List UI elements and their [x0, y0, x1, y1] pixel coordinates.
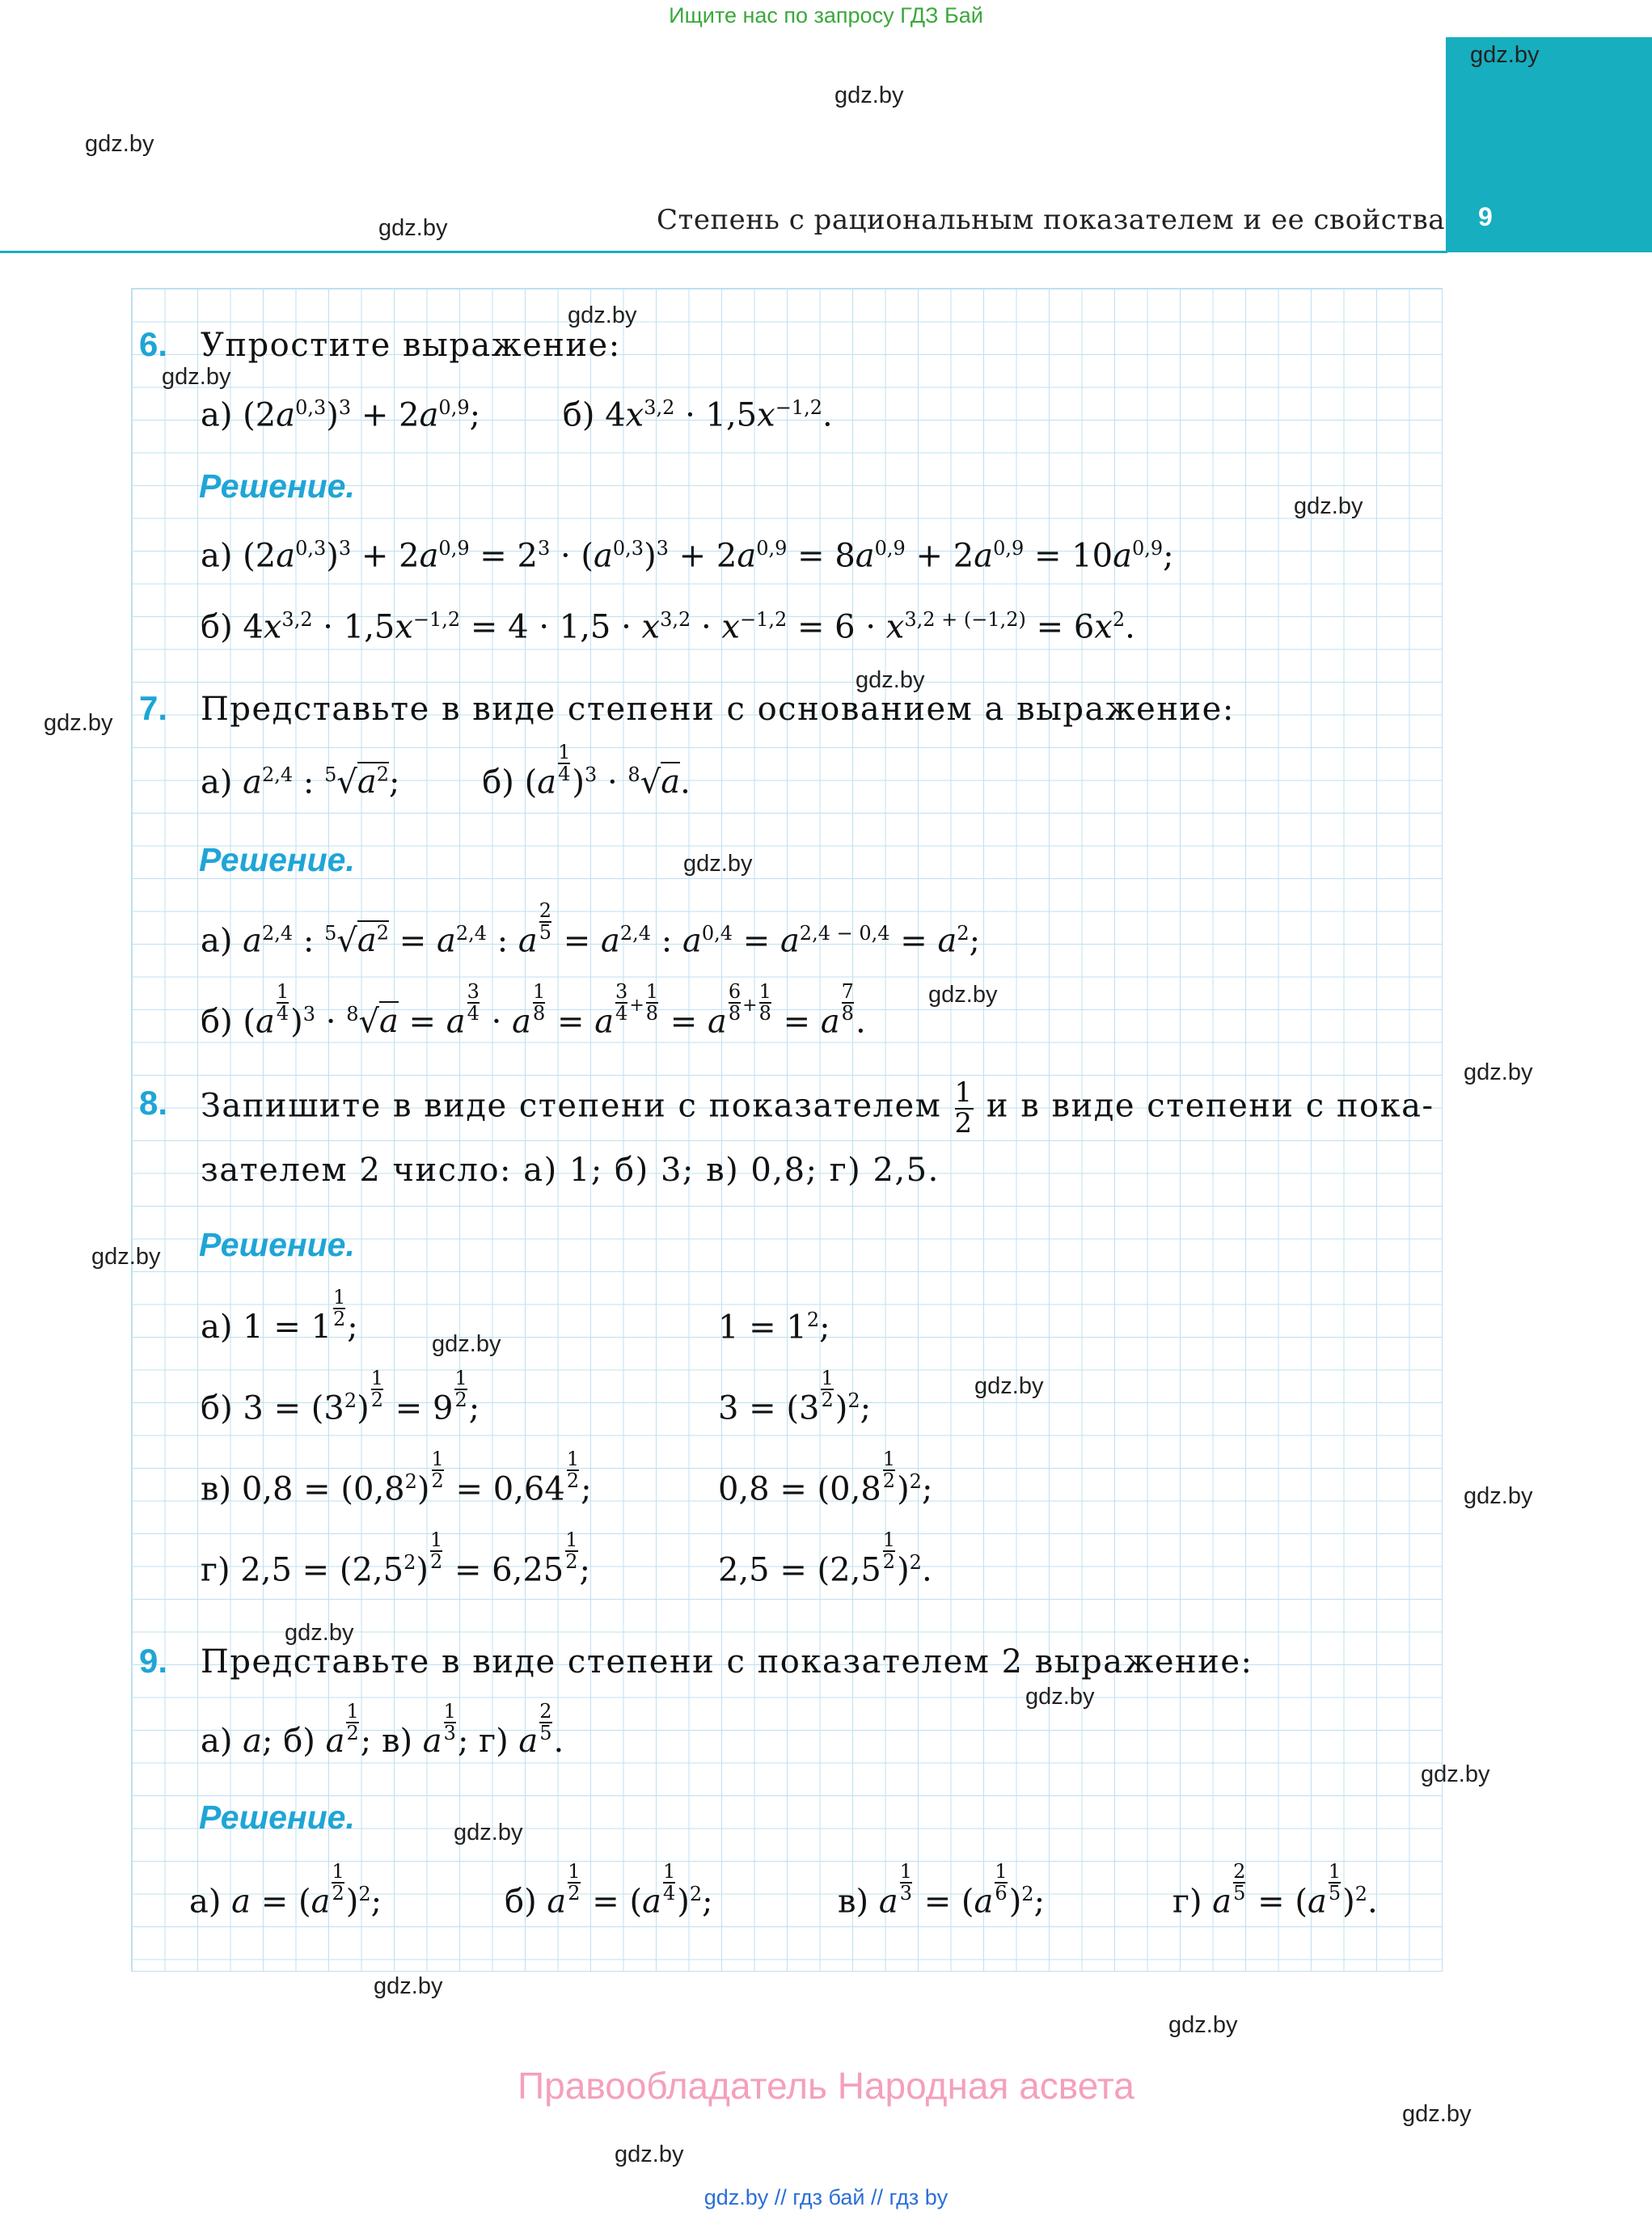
solution-line: б) a $\frac{1}{2}$ = (a $\frac{1}{4}$ )$^2$;	[505, 1860, 713, 1921]
task-condition: а) $(2a^{0,3})^3 + 2a^{0,9}$; б) $4x^{3,2} \cdot 1,5x^{-1,2}$.	[201, 396, 833, 434]
page-number-tab	[1446, 37, 1652, 252]
solution-label: Решение.	[199, 1799, 355, 1836]
solution-line: б) (a $\frac{1}{4}$ )$^3$ · $^8$√a = a $\frac{3}{4}$ · a $\frac{1}{8}$ = a $\frac{3}{4}$ + $\frac{1}{8}$ = a $\frac{6}{8}$ + $\frac{1}{8}$ = a $\frac{7}{8}$ .	[201, 980, 866, 1041]
footer-links[interactable]: gdz.by // гдз бай // гдз by	[703, 2185, 949, 2209]
task-statement-continued: зателем 2 число: а) 1; б) 3; в) 0,8; г) 2,5.	[201, 1152, 940, 1189]
watermark: gdz.by	[162, 364, 231, 390]
task-number: 7.	[139, 689, 168, 727]
solution-label: Решение.	[199, 1226, 355, 1263]
watermark: gdz.by	[378, 215, 448, 241]
task-statement: Запишите в виде степени с показателем $\frac{1}{2}$ и в виде степени с пока-	[201, 1076, 1434, 1139]
watermark: gdz.by	[1464, 1059, 1533, 1085]
solution-line: 2,5 = (2,5 $\frac{1}{2}$ )$^2$.	[718, 1528, 932, 1589]
task-condition: а) $a^{2,4}$ : $^5√a^2$; б) (a $\frac{1}{4}$ )$^3$ · $^8$√a.	[201, 741, 691, 801]
solution-line: б) $3 = (3^2)$ $\frac{1}{2}$ = 9 $\frac{1}{2}$ ;	[201, 1367, 480, 1427]
copyright-notice: Правообладатель Народная асвета	[518, 2065, 1134, 2107]
header-divider	[0, 251, 1447, 253]
watermark: gdz.by	[568, 302, 637, 328]
task-statement: Представьте в виде степени с показателем 2 выражение:	[201, 1643, 1253, 1681]
task-statement: Представьте в виде степени с основанием a выражение:	[201, 691, 1235, 728]
solution-line: а) 1 = 1 $\frac{1}{2}$ ;	[201, 1286, 358, 1347]
task-number: 9.	[139, 1642, 168, 1680]
chapter-title: Степень с рациональным показателем и ее свойства	[657, 204, 1446, 236]
watermark: gdz.by	[1025, 1684, 1095, 1710]
watermark: gdz.by	[44, 710, 113, 736]
watermark: gdz.by	[1470, 42, 1540, 68]
solution-line: г) $2,5 = (2,5^2)$ $\frac{1}{2}$ = 6,25 $\frac{1}{2}$ ;	[201, 1528, 591, 1589]
solution-line: в) $0,8 = (0,8^2)$ $\frac{1}{2}$ = 0,64 $\frac{1}{2}$ ;	[201, 1448, 592, 1508]
solution-line: г) a $\frac{2}{5}$ = (a $\frac{1}{5}$ )$^2$.	[1172, 1860, 1378, 1921]
task-statement: Упростите выражение:	[201, 327, 621, 364]
solution-line: в) a $\frac{1}{3}$ = (a $\frac{1}{6}$ )$^2$;	[838, 1860, 1046, 1921]
solution-line: 3 = (3 $\frac{1}{2}$ )$^2$;	[718, 1367, 872, 1427]
watermark: gdz.by	[834, 82, 904, 108]
solution-line: б) $4x^{3,2} \cdot 1,5x^{-1,2} = 4 \cdot 1,5 \cdot x^{3,2} \cdot x^{-1,2} = 6 \cdot x^{3,2 + (-1,2)} = 6x^2$.	[201, 608, 1135, 646]
watermark: gdz.by	[1464, 1483, 1533, 1509]
watermark: gdz.by	[374, 1973, 443, 1999]
watermark: gdz.by	[856, 667, 925, 693]
solution-line: $1 = 1^2$;	[718, 1309, 830, 1347]
watermark: gdz.by	[432, 1331, 501, 1357]
watermark: gdz.by	[91, 1244, 161, 1270]
watermark: gdz.by	[1402, 2101, 1472, 2127]
watermark: gdz.by	[1168, 2012, 1238, 2038]
solution-line: 0,8 = (0,8 $\frac{1}{2}$ )$^2$;	[718, 1448, 933, 1508]
watermark: gdz.by	[974, 1373, 1044, 1399]
solution-line: а) a = (a $\frac{1}{2}$ )$^2$;	[189, 1860, 382, 1921]
watermark: gdz.by	[1294, 493, 1363, 519]
task-condition: а) a; б) a $\frac{1}{2}$ ; в) a $\frac{1}{3}$ ; г) a $\frac{2}{5}$ .	[201, 1700, 564, 1761]
watermark: gdz.by	[1421, 1761, 1490, 1787]
task-number: 6.	[139, 325, 168, 363]
watermark: gdz.by	[928, 982, 998, 1008]
watermark: gdz.by	[454, 1820, 523, 1846]
watermark: gdz.by	[615, 2142, 684, 2167]
top-banner-link[interactable]: Ищите нас по запросу ГДЗ Бай	[669, 3, 983, 27]
solution-line: а) $(2a^{0,3})^3 + 2a^{0,9} = 2^3 \cdot (a^{0,3})^3 + 2a^{0,9} = 8a^{0,9} + 2a^{0,9} = 10a^{0,9}$;	[201, 537, 1174, 575]
watermark: gdz.by	[285, 1620, 354, 1646]
solution-line: а) $a^{2,4}$ : $^5√a^2 = a^{2,4}$ : a $\frac{2}{5}$ = $a^{2,4}$ : $a^{0,4} = a^{2,4 - 0,4} = a^2$;	[201, 899, 981, 960]
page-number: 9	[1478, 202, 1493, 231]
watermark: gdz.by	[683, 851, 753, 877]
watermark: gdz.by	[85, 131, 154, 157]
task-number: 8.	[139, 1084, 168, 1122]
solution-label: Решение.	[199, 841, 355, 878]
solution-label: Решение.	[199, 467, 355, 505]
